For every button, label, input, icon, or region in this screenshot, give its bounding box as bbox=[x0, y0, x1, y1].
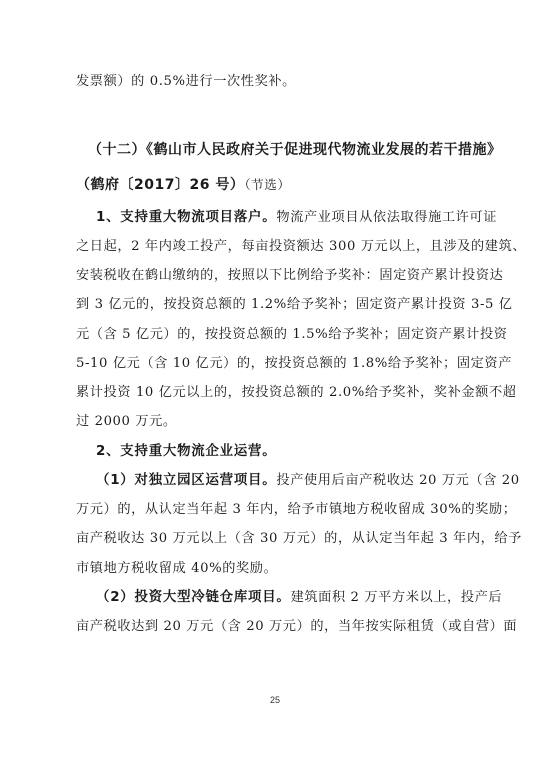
paragraph-line: （2）投资大型冷链仓库项目。建筑面积 2 万平方米以上，投产后 bbox=[96, 590, 503, 605]
paragraph-line: 过 2000 万元。 bbox=[76, 414, 177, 429]
section-heading-subtitle: （鹤府〔2017〕26 号）（节选） bbox=[76, 177, 291, 193]
paragraph-line: 之日起，2 年内竣工投产，每亩投资额达 300 万元以上，且涉及的建筑、 bbox=[76, 239, 527, 254]
subsection-heading: 2、支持重大物流企业运营。 bbox=[96, 444, 277, 459]
paragraph-line: 市镇地方税收留成 40%的奖励。 bbox=[76, 561, 278, 576]
paragraph-line: 累计投资 10 亿元以上的，按投资总额的 2.0%给予奖补，奖补金额不超 bbox=[76, 385, 517, 400]
paragraph-line: 1、支持重大物流项目落户。物流产业项目从依法取得施工许可证 bbox=[96, 210, 498, 225]
paragraph-line: 发票额）的 0.5%进行一次性奖补。 bbox=[76, 74, 296, 89]
paragraph-line: （1）对独立园区运营项目。投产使用后亩产税收达 20 万元（含 20 bbox=[96, 473, 520, 488]
paragraph-line: 亩产税收达到 20 万元（含 20 万元）的，当年按实际租赁（或自营）面 bbox=[76, 619, 518, 634]
section-heading: （十二）《鹤山市人民政府关于促进现代物流业发展的若干措施》 bbox=[88, 142, 502, 158]
paragraph-line: 元（含 5 亿元）的，按投资总额的 1.5%给予奖补；固定资产累计投资 bbox=[76, 327, 508, 342]
paragraph-line: 安装税收在鹤山缴纳的，按照以下比例给予奖补：固定资产累计投资达 bbox=[76, 268, 504, 283]
paragraph-line: 5-10 亿元（含 10 亿元）的，按投资总额的 1.8%给予奖补；固定资产 bbox=[76, 356, 512, 371]
paragraph-line: 万元）的，从认定当年起 3 年内，给予市镇地方税收留成 30%的奖励； bbox=[76, 502, 517, 517]
page-number: 25 bbox=[269, 695, 280, 705]
paragraph-line: 亩产税收达 30 万元以上（含 30 万元）的，从认定当年起 3 年内，给予 bbox=[76, 531, 522, 546]
paragraph-line: 到 3 亿元的，按投资总额的 1.2%给予奖补；固定资产累计投资 3-5 亿 bbox=[76, 297, 513, 312]
